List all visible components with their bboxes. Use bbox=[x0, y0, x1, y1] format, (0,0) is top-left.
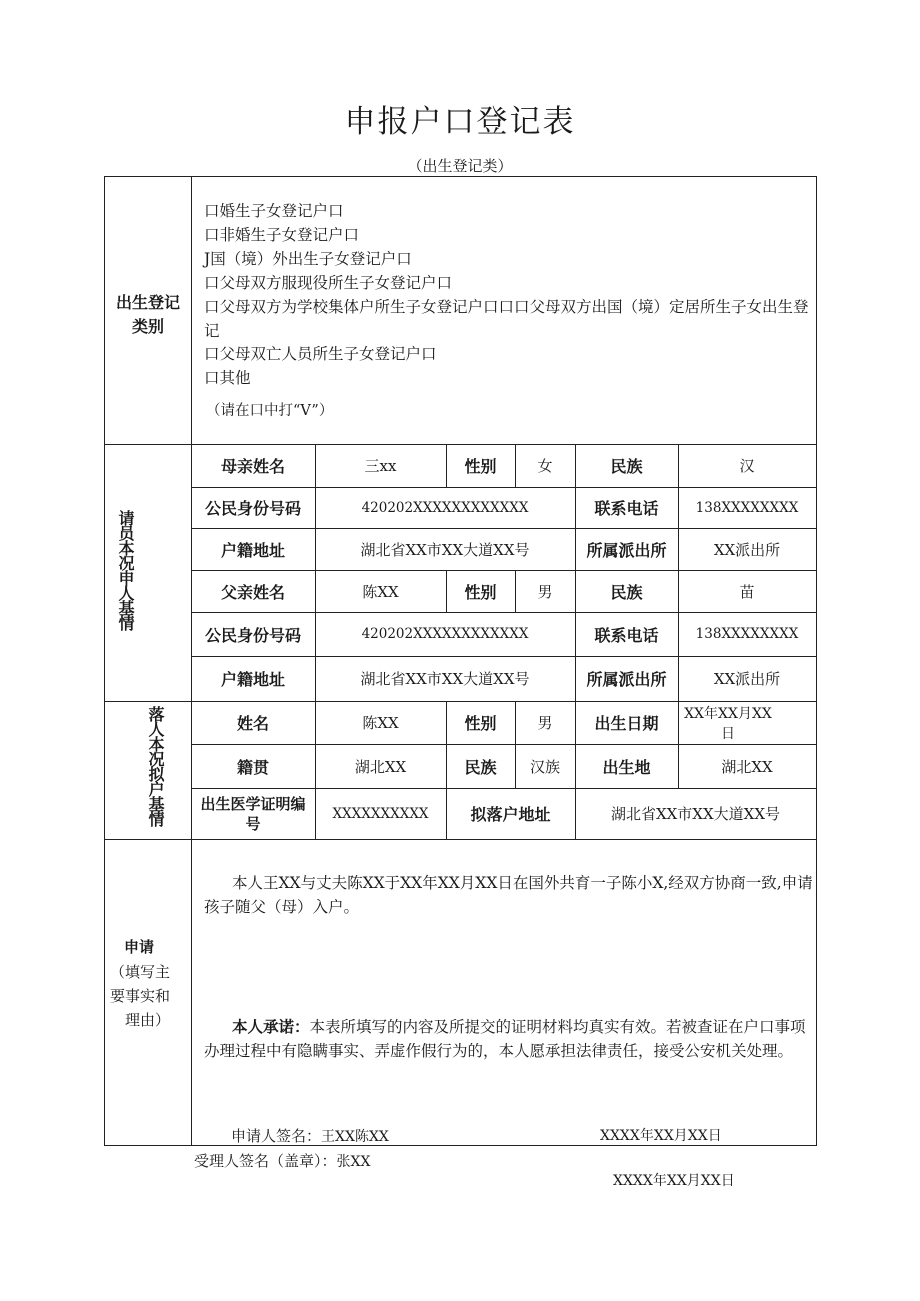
father-id-label: 公民身份号码 bbox=[204, 625, 301, 645]
applicant-signature[interactable] bbox=[231, 1125, 389, 1146]
newborn-ethnicity-label: 民族 bbox=[464, 757, 497, 777]
newborn-birthdate-value: XX年XX月XX日 bbox=[684, 705, 772, 742]
newborn-gender-label: 性别 bbox=[464, 714, 497, 733]
newborn-name-label: 姓名 bbox=[236, 714, 269, 733]
mother-id-label: 公民身份号码 bbox=[204, 499, 301, 518]
category-option-military[interactable]: 口父母双方服现役所生子女登记户口 bbox=[204, 274, 453, 292]
application-reason[interactable]: 本人王XX与丈夫陈XX于XX年XX月XX日在国外共育一子陈小X,经双方协商一致,申请孩子随父（母）入户。 bbox=[204, 874, 813, 916]
receiver-date[interactable]: XXXX年XX月XX日 bbox=[613, 1173, 735, 1189]
newborn-birthplace-value: 湖北XX bbox=[721, 757, 773, 776]
newborn-section-label: 落人本况拟户基情 bbox=[146, 706, 165, 826]
father-id-value: 420202XXXXXXXXXXXX bbox=[361, 626, 529, 642]
category-option-married[interactable]: 口婚生子女登记户口 bbox=[204, 202, 344, 220]
mother-name-value: 三xx bbox=[364, 457, 397, 475]
signature-label: 申请人签名： bbox=[231, 1127, 322, 1145]
father-name-value: 陈XX bbox=[362, 582, 399, 601]
mother-address-label: 户籍地址 bbox=[220, 540, 285, 560]
category-option-school-collective[interactable]: 口父母双方为学校集体户所生子女登记户口口口父母双方出国（境）定居所生子女出生登记 bbox=[204, 298, 809, 340]
newborn-gender-value: 男 bbox=[537, 714, 553, 732]
newborn-native-label: 籍贯 bbox=[236, 757, 269, 777]
father-ethnicity-value: 苗 bbox=[739, 582, 755, 601]
category-label: 出生登记类别 bbox=[115, 293, 180, 336]
category-option-unmarried[interactable]: 口非婚生子女登记户口 bbox=[204, 226, 360, 244]
application-promise bbox=[204, 1015, 816, 1063]
page-title: 申报户口登记表 bbox=[344, 104, 576, 140]
father-phone-label: 联系电话 bbox=[594, 625, 659, 645]
father-gender-label: 性别 bbox=[464, 582, 497, 602]
mother-phone-label: 联系电话 bbox=[594, 499, 659, 518]
mother-ethnicity-label: 民族 bbox=[610, 457, 643, 476]
father-station-label: 所属派出所 bbox=[586, 670, 667, 689]
category-option-other[interactable]: 口其他 bbox=[204, 369, 251, 387]
father-phone-value: 138XXXXXXXX bbox=[695, 626, 799, 642]
newborn-name-value: 陈XX bbox=[362, 714, 399, 732]
promise-label: 本人承诺： bbox=[232, 1018, 310, 1036]
mother-gender-label: 性别 bbox=[464, 457, 497, 476]
mother-station-label: 所属派出所 bbox=[586, 540, 667, 560]
father-gender-value: 男 bbox=[537, 582, 553, 601]
newborn-birthplace-label: 出生地 bbox=[602, 757, 651, 777]
page-subtitle: （出生登记类） bbox=[407, 157, 513, 175]
mother-station-value: XX派出所 bbox=[713, 540, 781, 559]
newborn-ethnicity-value: 汉族 bbox=[529, 757, 560, 776]
newborn-cert-value: XXXXXXXXXX bbox=[332, 805, 429, 822]
newborn-address-label: 拟落户地址 bbox=[470, 805, 551, 824]
application-label: 申请 bbox=[124, 938, 155, 956]
father-address-value: 湖北省XX市XX大道XX号 bbox=[360, 670, 530, 688]
applicant-sign-date[interactable]: XXXX年XX月XX日 bbox=[600, 1128, 722, 1144]
mother-address-value: 湖北省XX市XX大道XX号 bbox=[360, 540, 530, 559]
mother-name-label: 母亲姓名 bbox=[220, 457, 285, 476]
category-note: （请在口中打“V”） bbox=[206, 403, 334, 419]
application-sublabel: （填写主要事实和理由） bbox=[109, 963, 170, 1029]
father-ethnicity-label: 民族 bbox=[610, 582, 643, 602]
applicant-section-label: 请员本况申人基情 bbox=[116, 510, 135, 630]
category-option-abroad[interactable]: J国（境）外出生子女登记户口 bbox=[204, 250, 412, 268]
father-name-label: 父亲姓名 bbox=[220, 582, 285, 602]
promise-text: 本表所填写的内容及所提交的证明材料均真实有效。若被查证在户口事项办理过程中有隐瞒事实、弄虚作假行为的，本人愿承担法律责任，接受公安机关处理。 bbox=[204, 1018, 806, 1060]
mother-id-value: 420202XXXXXXXXXXXX bbox=[361, 499, 529, 516]
mother-gender-value: 女 bbox=[537, 457, 553, 475]
mother-phone-value: 138XXXXXXXX bbox=[695, 499, 799, 516]
newborn-native-value: 湖北XX bbox=[354, 757, 407, 776]
newborn-birthdate-label: 出生日期 bbox=[594, 714, 659, 733]
newborn-cert-label: 出生医学证明编号 bbox=[200, 794, 306, 833]
signature-value: 王XX陈XX bbox=[321, 1129, 389, 1145]
father-address-label: 户籍地址 bbox=[220, 670, 285, 689]
receiver-signature[interactable] bbox=[194, 1150, 370, 1171]
receiver-label: 受理人签名（盖章）： bbox=[194, 1152, 337, 1170]
father-station-value: XX派出所 bbox=[713, 670, 781, 688]
newborn-address-value: 湖北省XX市XX大道XX号 bbox=[610, 805, 781, 823]
receiver-name: 张XX bbox=[336, 1154, 371, 1170]
mother-ethnicity-value: 汉 bbox=[739, 457, 755, 475]
category-option-orphan[interactable]: 口父母双亡人员所生子女登记户口 bbox=[204, 345, 437, 363]
